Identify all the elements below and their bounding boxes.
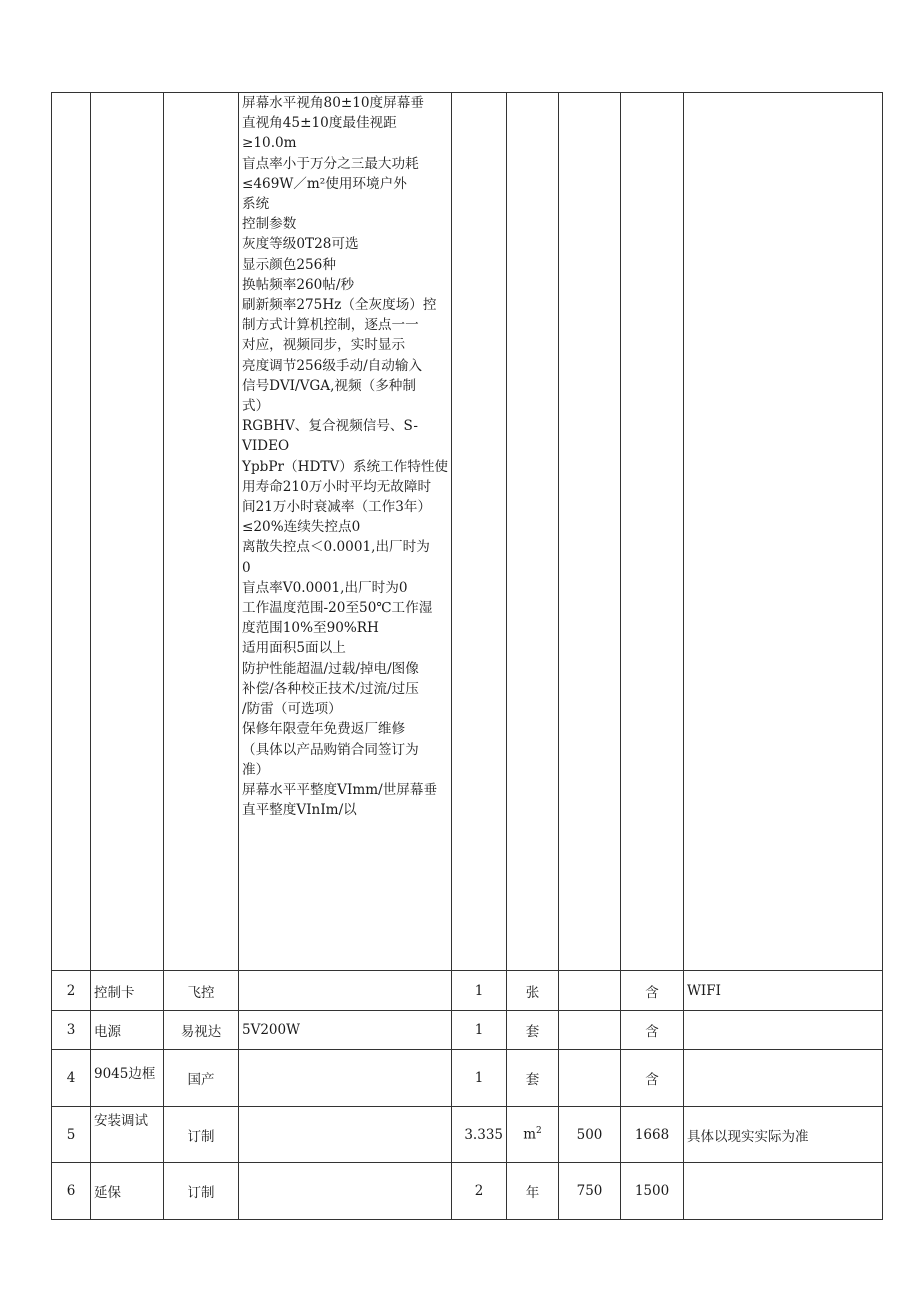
row-no: 4 [52, 1050, 91, 1107]
row-qty: 1 [452, 1011, 507, 1050]
row-no: 6 [52, 1163, 91, 1220]
spec-line: 直视角45±10度最佳视距 [242, 115, 397, 132]
row-price [559, 1011, 621, 1050]
row-unit: 年 [507, 1163, 559, 1220]
table-row [52, 1050, 883, 1107]
spec-line: 对应，视频同步，实时显示 [242, 337, 406, 354]
spec-line: ≥10.0m [242, 135, 297, 152]
table-row [52, 1011, 883, 1050]
spec-line: 直平整度VInIm/以 [242, 802, 357, 819]
row-total: 含 [621, 1011, 684, 1050]
row-item: 控制卡 [91, 971, 164, 1011]
spec-line: 防护性能超温/过载/掉电/图像 [242, 660, 419, 677]
spec-line: ≤20%连续失控点0 [242, 519, 361, 536]
spec-line: 式） [242, 398, 270, 415]
spec-line: 屏幕水平平整度VImm/世屏幕垂 [242, 781, 438, 798]
row-spec [239, 1163, 452, 1220]
spec-line: 系统 [242, 196, 270, 213]
spec-line: 盲点率V0.0001,出厂时为0 [242, 579, 408, 596]
spec-line: /防雷（可选项） [242, 701, 342, 718]
row-brand: 飞控 [164, 971, 239, 1011]
row-price [559, 971, 621, 1011]
spec-line: 补偿/各种校正技术/过流/过压 [242, 680, 419, 697]
row-brand: 订制 [164, 1107, 239, 1163]
spec-line: 换帖频率260帖/秒 [242, 276, 355, 293]
row-item: 电源 [91, 1011, 164, 1050]
row-brand: 订制 [164, 1163, 239, 1220]
cell-item [91, 93, 164, 971]
row-no: 2 [52, 971, 91, 1011]
row-brand: 国产 [164, 1050, 239, 1107]
table-row [52, 971, 883, 1011]
spec-line: VIDEO [242, 438, 290, 455]
row-no: 3 [52, 1011, 91, 1050]
row-total: 含 [621, 971, 684, 1011]
cell-brand [164, 93, 239, 971]
table-row-spec [52, 93, 883, 971]
spec-line: ≤469W／m²使用环境户外 [242, 175, 407, 192]
spec-line: 工作温度范围-20至50℃工作湿 [242, 600, 433, 617]
row-item: 9045边框 [94, 1066, 156, 1082]
row-unit: m [523, 1126, 537, 1143]
spec-line: 用寿命210万小时平均无故障时 [242, 478, 432, 495]
cell-price [559, 93, 621, 971]
spec-line: 适用面积5面以上 [242, 640, 346, 657]
spec-line: 度范围10%至90%RH [242, 620, 379, 637]
spec-line: 制方式计算机控制，逐点一一 [242, 317, 419, 334]
spec-line: 准） [242, 761, 270, 778]
spec-line: 控制参数 [242, 216, 297, 233]
row-item: 延保 [91, 1163, 164, 1220]
spec-line: RGBHV、复合视频信号、S- [242, 418, 418, 435]
cell-spec-lines [239, 93, 452, 971]
row-no: 5 [52, 1107, 91, 1163]
row-unit: 套 [507, 1011, 559, 1050]
spec-line: 0 [242, 559, 251, 576]
row-price: 500 [559, 1107, 621, 1163]
row-item-cell [91, 1050, 164, 1107]
row-spec [239, 971, 452, 1011]
spec-line: （具体以产品购销合同签订为 [242, 741, 419, 758]
row-note [684, 1163, 883, 1220]
row-note: 具体以现实实际为准 [684, 1107, 883, 1163]
spec-line: 盲点率小于万分之三最大功耗 [242, 155, 419, 172]
row-qty: 3.335 [452, 1107, 507, 1163]
cell-qty [452, 93, 507, 971]
spec-line: 刷新频率275Hz（全灰度场）控 [242, 297, 437, 314]
row-spec [239, 1107, 452, 1163]
row-qty: 1 [452, 1050, 507, 1107]
quotation-table [51, 92, 883, 1220]
spec-line: 离散失控点＜0.0001,出厂时为 [242, 539, 430, 556]
row-qty: 1 [452, 971, 507, 1011]
row-unit: 套 [507, 1050, 559, 1107]
table-row [52, 1107, 883, 1163]
table-row [52, 1163, 883, 1220]
spec-line: 亮度调节256级手动/自动输入 [242, 357, 423, 374]
row-note [684, 1011, 883, 1050]
row-item-cell [91, 1107, 164, 1163]
cell-no [52, 93, 91, 971]
spec-line: 间21万小时衰减率（工作3年） [242, 499, 432, 516]
spec-line: 显示颜色256种 [242, 256, 336, 273]
row-note [684, 1050, 883, 1107]
row-item: 安装调试 [94, 1113, 148, 1129]
row-unit-superscript: 2 [536, 1126, 542, 1137]
row-spec: 5V200W [239, 1011, 452, 1050]
row-brand: 易视达 [164, 1011, 239, 1050]
spec-line: 屏幕水平视角80±10度屏幕垂 [242, 95, 424, 111]
row-price [559, 1050, 621, 1107]
row-unit: 张 [507, 971, 559, 1011]
row-total: 含 [621, 1050, 684, 1107]
spec-line: 灰度等级0T28可选 [242, 236, 359, 253]
row-unit-cell [507, 1107, 559, 1163]
row-note: WIFI [684, 971, 883, 1011]
row-spec [239, 1050, 452, 1107]
row-price: 750 [559, 1163, 621, 1220]
cell-note [684, 93, 883, 971]
spec-line: YpbPr（HDTV）系统工作特性使 [242, 458, 449, 475]
row-total: 1500 [621, 1163, 684, 1220]
cell-total [621, 93, 684, 971]
spec-line: 信号DVI/VGA,视频（多种制 [242, 377, 416, 394]
row-total: 1668 [621, 1107, 684, 1163]
spec-line: 保修年限壹年免费返厂维修 [242, 721, 406, 738]
row-qty: 2 [452, 1163, 507, 1220]
cell-unit [507, 93, 559, 971]
